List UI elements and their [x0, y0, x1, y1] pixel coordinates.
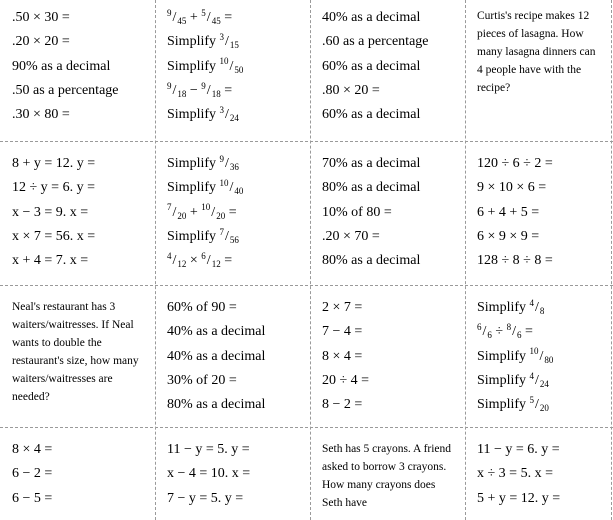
problem-line: 6 − 2 =	[12, 466, 53, 482]
fraction-numerator: 5	[201, 7, 206, 18]
fraction-numerator: 9	[201, 80, 206, 91]
problem-line: .50 as a percentage	[12, 82, 119, 98]
problem-text: =	[225, 204, 237, 220]
fraction-numerator: 10	[529, 346, 539, 357]
problem-text: =	[220, 253, 233, 269]
fraction-numerator: 6	[477, 321, 482, 332]
problem-line: 60% as a decimal	[322, 58, 421, 74]
fraction	[167, 7, 187, 27]
fraction	[167, 202, 187, 221]
problem-line: 11 − y = 5. y =	[167, 442, 250, 457]
fraction	[219, 56, 244, 75]
fraction-numerator: 8	[506, 321, 512, 332]
fraction	[219, 226, 239, 246]
problem-line: x + 4 = 7. x =	[12, 253, 89, 269]
fraction-denominator: 40	[234, 186, 244, 197]
fraction	[201, 80, 221, 100]
problem-line: 6 × 9 × 9 =	[477, 228, 540, 244]
fraction-numerator: 10	[201, 202, 211, 213]
problem-line	[477, 345, 603, 369]
worksheet-card	[477, 438, 603, 518]
problem-line: 12 ÷ y = 6. y =	[12, 180, 95, 196]
problem-line: 8 × 4 =	[12, 442, 53, 457]
problem-line: 30% of 20 =	[167, 372, 237, 388]
problem-line: .20 × 20 =	[12, 34, 70, 50]
problem-text: +	[186, 10, 202, 25]
fraction	[201, 250, 221, 270]
column-divider	[155, 0, 156, 520]
fraction-numerator: 5	[529, 394, 535, 405]
problem-line: x × 7 = 56. x =	[12, 228, 96, 244]
problem-line: 11 − y = 6. y =	[477, 442, 560, 457]
problem-line	[167, 103, 300, 127]
fraction-numerator: 4	[529, 370, 535, 381]
worksheet-card	[477, 7, 603, 139]
problem-text: Simplify	[477, 348, 530, 364]
problem-line: 60% of 90 =	[167, 300, 237, 315]
problem-line	[167, 55, 300, 79]
problem-line: 120 ÷ 6 ÷ 2 =	[477, 156, 553, 171]
worksheet-card	[477, 296, 603, 425]
problem-line: .20 × 70 =	[322, 228, 380, 244]
problem-line: 90% as a decimal	[12, 58, 111, 74]
row-divider	[0, 285, 613, 286]
fraction-slash: /	[206, 10, 211, 25]
worksheet-card	[167, 438, 300, 518]
fraction-slash: /	[512, 324, 516, 340]
fraction-denominator: 12	[177, 259, 187, 270]
fraction	[219, 104, 239, 124]
fraction-slash: /	[535, 372, 539, 388]
problem-line	[167, 176, 300, 200]
fraction-numerator: 10	[219, 177, 229, 188]
fraction-slash: /	[172, 10, 177, 25]
problem-text: Simplify	[167, 156, 220, 171]
problem-text: Simplify	[477, 300, 530, 315]
fraction	[167, 250, 187, 270]
fraction-denominator: 8	[539, 306, 545, 317]
problem-text: +	[186, 204, 202, 220]
fraction-numerator: 9	[219, 153, 225, 164]
problem-line: 8 + y = 12. y =	[12, 156, 96, 171]
problem-text: ÷	[491, 324, 507, 340]
problem-line: .50 × 30 =	[12, 10, 70, 25]
fraction-slash: /	[229, 180, 234, 196]
problem-line	[477, 393, 603, 417]
fraction	[529, 370, 549, 390]
worksheet-card	[477, 152, 603, 283]
problem-line: 6 + 4 + 5 =	[477, 204, 540, 220]
fraction-numerator: 9	[167, 80, 172, 91]
fraction-denominator: 56	[229, 235, 239, 246]
worksheet-card	[12, 6, 145, 139]
problem-line	[167, 225, 300, 249]
fraction-slash: /	[225, 34, 229, 50]
fraction-numerator: 3	[219, 104, 225, 115]
fraction-denominator: 20	[539, 403, 549, 414]
fraction	[529, 297, 545, 317]
fraction-slash: /	[229, 58, 234, 74]
problem-text: =	[521, 324, 533, 340]
fraction-denominator: 50	[234, 64, 244, 75]
problem-line	[167, 152, 300, 176]
fraction-slash: /	[535, 300, 539, 315]
problem-line: 8 × 4 =	[322, 348, 363, 364]
worksheet-card	[167, 296, 300, 425]
problem-line: 2 × 7 =	[322, 300, 363, 315]
fraction-denominator: 45	[211, 16, 221, 27]
problem-text: Simplify	[167, 34, 220, 50]
fraction	[529, 394, 549, 414]
fraction-denominator: 24	[539, 379, 549, 390]
fraction-denominator: 6	[516, 330, 522, 341]
fraction-numerator: 7	[167, 202, 172, 213]
problem-line: 80% as a decimal	[322, 253, 421, 269]
fraction-numerator: 9	[167, 7, 172, 18]
column-divider	[465, 0, 466, 520]
fraction-numerator: 3	[219, 31, 225, 42]
fraction-denominator: 80	[544, 354, 554, 365]
problem-line: .30 × 80 =	[12, 107, 70, 123]
problem-line: 80% as a decimal	[167, 397, 266, 413]
problem-line: 6 − 5 =	[12, 490, 53, 506]
problem-line: 5 + y = 12. y =	[477, 490, 561, 506]
problem-text: Simplify	[167, 107, 220, 123]
fraction	[506, 321, 522, 341]
column-divider	[310, 0, 311, 520]
problem-line: 7 − y = 5. y =	[167, 490, 244, 506]
column-divider	[611, 0, 612, 520]
row-divider	[0, 141, 613, 142]
problem-line	[167, 201, 300, 225]
fraction-slash: /	[211, 204, 216, 220]
problem-line: 8 − 2 =	[322, 397, 363, 413]
fraction	[219, 177, 244, 197]
problem-line: .60 as a percentage	[322, 34, 429, 50]
fraction	[219, 153, 239, 173]
problem-line: 60% as a decimal	[322, 107, 421, 123]
problem-line: 20 ÷ 4 =	[322, 372, 370, 388]
fraction-slash: /	[225, 107, 229, 123]
problem-text: =	[220, 10, 233, 25]
problem-line	[167, 6, 300, 30]
fraction-denominator: 20	[177, 210, 187, 221]
fraction-numerator: 4	[529, 297, 535, 308]
fraction	[529, 346, 554, 365]
fraction-numerator: 4	[167, 250, 172, 261]
fraction-slash: /	[206, 82, 211, 98]
problem-text: −	[186, 82, 202, 98]
problem-line: x − 3 = 9. x =	[12, 204, 89, 220]
problem-line	[167, 30, 300, 54]
fraction-slash: /	[539, 348, 544, 364]
worksheet-card	[12, 438, 145, 518]
fraction-slash: /	[225, 156, 229, 171]
problem-text: =	[220, 82, 233, 98]
problem-text: Simplify	[167, 58, 220, 74]
fraction-numerator: 10	[219, 56, 229, 67]
word-problem-text: Neal's restaurant has 3 waiters/waitresses. If Neal wants to double the restaurant's size, how many waiters/waitresses are needed?	[12, 301, 139, 403]
word-problem-text: Seth has 5 crayons. A friend asked to borrow 3 crayons. How many crayons does Seth have	[322, 443, 452, 509]
fraction-denominator: 6	[487, 330, 492, 341]
fraction-slash: /	[482, 324, 487, 340]
worksheet-card	[322, 440, 455, 518]
fraction-slash: /	[225, 228, 229, 244]
fraction	[477, 321, 492, 341]
problem-line: 128 ÷ 8 ÷ 8 =	[477, 253, 553, 269]
fraction-slash: /	[172, 204, 177, 220]
fraction-denominator: 45	[177, 16, 187, 27]
problem-text: Simplify	[477, 397, 530, 413]
problem-line	[477, 320, 603, 344]
problem-line: 9 × 10 × 6 =	[477, 180, 547, 196]
worksheet-card	[167, 6, 300, 139]
fraction	[167, 80, 187, 100]
problem-line: 10% of 80 =	[322, 204, 392, 220]
problem-text: ×	[186, 253, 202, 269]
problem-line: 80% as a decimal	[322, 180, 421, 196]
problem-line: x − 4 = 10. x =	[167, 466, 251, 482]
fraction	[201, 202, 226, 221]
problem-line: 70% as a decimal	[322, 156, 421, 171]
fraction-slash: /	[172, 253, 177, 269]
fraction-denominator: 24	[229, 113, 239, 124]
worksheet-card	[322, 6, 455, 139]
problem-line	[477, 296, 603, 320]
problem-line: 40% as a decimal	[167, 348, 266, 364]
fraction	[219, 31, 239, 51]
fraction-denominator: 20	[216, 210, 226, 221]
fraction-numerator: 6	[201, 250, 206, 261]
worksheet-card	[12, 152, 145, 283]
worksheet-card	[322, 152, 455, 283]
worksheet-card	[12, 298, 145, 425]
row-divider	[0, 427, 613, 428]
fraction-slash: /	[172, 82, 177, 98]
problem-text: Simplify	[167, 228, 220, 244]
problem-line	[167, 79, 300, 103]
problem-line	[167, 249, 300, 273]
problem-line: .80 × 20 =	[322, 82, 380, 98]
problem-text: Simplify	[477, 372, 530, 388]
problem-line: 40% as a decimal	[167, 324, 266, 340]
fraction-denominator: 18	[177, 89, 187, 100]
fraction-denominator: 18	[211, 89, 221, 100]
word-problem-text: Curtis's recipe makes 12 pieces of lasagna. How many lasagna dinners can 4 people have with the recipe?	[477, 10, 596, 94]
fraction	[201, 7, 221, 27]
problem-line: 40% as a decimal	[322, 10, 421, 25]
problem-line: x ÷ 3 = 5. x =	[477, 466, 553, 482]
fraction-slash: /	[206, 253, 211, 269]
problem-line: 7 − 4 =	[322, 324, 363, 340]
fraction-slash: /	[535, 397, 539, 413]
worksheet-card	[322, 296, 455, 425]
fraction-denominator: 36	[229, 162, 239, 173]
fraction-denominator: 12	[211, 259, 221, 270]
fraction-numerator: 7	[219, 226, 225, 237]
problem-text: Simplify	[167, 180, 220, 196]
fraction-denominator: 15	[229, 40, 239, 51]
problem-line	[477, 369, 603, 393]
worksheet-card	[167, 152, 300, 283]
